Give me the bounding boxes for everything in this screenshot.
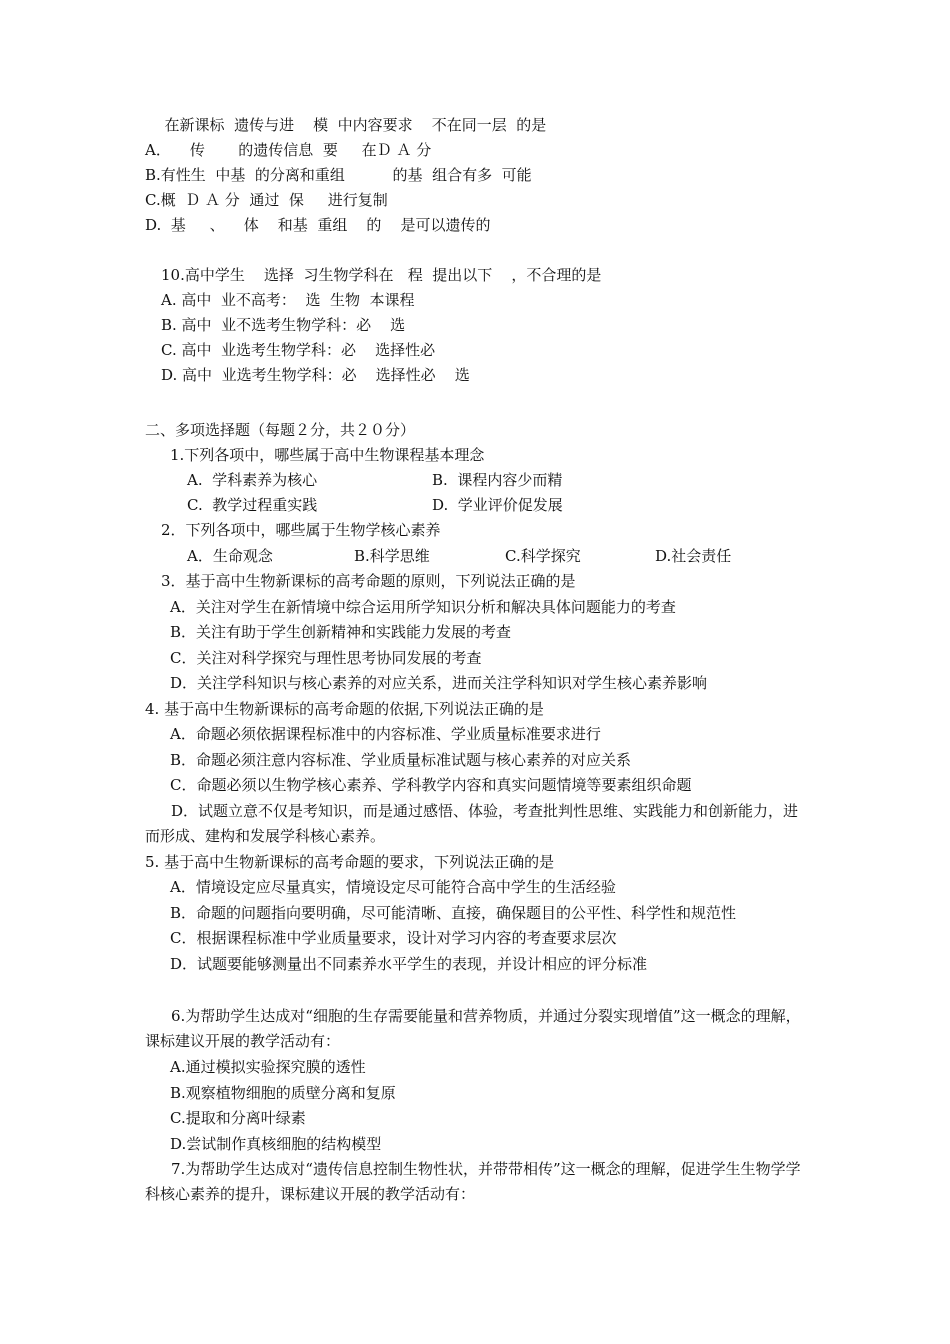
s2-q2-stem: 2．下列各项中，哪些属于生物学核心素养 xyxy=(161,521,441,539)
s2-q6-option-d: D.尝试制作真核细胞的结构模型 xyxy=(170,1135,382,1153)
s2-q6-option-b: B.观察植物细胞的质壁分离和复原 xyxy=(170,1084,396,1102)
s2-q2-option-d: D.社会责任 xyxy=(655,547,732,565)
s2-q5-option-d: D．试题要能够测量出不同素养水平学生的表现，并设计相应的评分标准 xyxy=(170,955,648,973)
s2-q1-stem: 1.下列各项中，哪些属于高中生物课程基本理念 xyxy=(170,446,485,464)
s2-q5-option-b: B．命题的问题指向要明确，尽可能清晰、直接，确保题目的公平性、科学性和规范性 xyxy=(170,904,737,922)
s2-q4-option-d: D．试题立意不仅是考知识，而是通过感悟、体验，考查批判性思维、实践能力和创新能力，进而形成、建构和发展学科核心素养。 xyxy=(145,802,799,845)
q9-option-b: B.有性生 中基 的分离和重组 的基 组合有多 可能 xyxy=(145,166,532,184)
s2-q3-option-a: A．关注对学生在新情境中综合运用所学知识分析和解决具体问题能力的考查 xyxy=(170,598,676,616)
s2-q1-option-a: A. 学科素养为核心 xyxy=(187,471,318,489)
q10-option-d: D. 高中 业选考生物学科：必 选择性必 选 xyxy=(161,366,470,384)
q9-option-a: A． 传 的遗传信息 要 在Ｄ Ａ 分 xyxy=(145,141,432,159)
s2-q3-stem: 3．基于高中生物新课标的高考命题的原则，下列说法正确的是 xyxy=(161,572,576,590)
s2-q5-stem: 5. 基于高中生物新课标的高考命题的要求，下列说法正确的是 xyxy=(145,853,555,871)
s2-q4-stem: 4. 基于高中生物新课标的高考命题的依据,下列说法正确的是 xyxy=(145,700,544,718)
q10-option-c: C. 高中 业选考生物学科：必 选择性必 xyxy=(161,341,436,359)
s2-q6-option-a: A.通过模拟实验探究膜的透性 xyxy=(170,1058,366,1076)
s2-q5-option-a: A．情境设定应尽量真实，情境设定尽可能符合高中学生的生活经验 xyxy=(170,878,616,896)
q9-option-c: C.概 Ｄ Ａ 分 通过 保 进行复制 xyxy=(145,191,388,209)
q9-stem: 在新课标 遗传与进 模 中内容要求 不在同一层 的是 xyxy=(155,116,547,134)
s2-q2-option-b: B.科学思维 xyxy=(354,547,430,565)
s2-q6-option-c: C.提取和分离叶绿素 xyxy=(170,1109,306,1127)
s2-q3-option-d: D．关注学科知识与核心素养的对应关系，进而关注学科知识对学生核心素养影响 xyxy=(170,674,708,692)
s2-q1-option-d: D. 学业评价促发展 xyxy=(432,496,563,514)
s2-q4-option-a: A．命题必须依据课程标准中的内容标准、学业质量标准要求进行 xyxy=(170,725,601,743)
s2-q1-option-c: C. 教学过程重实践 xyxy=(187,496,318,514)
s2-q4-option-c: C．命题必须以生物学核心素养、学科教学内容和真实问题情境等要素组织命题 xyxy=(170,776,692,794)
s2-q6-stem: 6.为帮助学生达成对“细胞的生存需要能量和营养物质，并通过分裂实现增值”这一概念的理解，课标建议开展的教学活动有： xyxy=(145,1007,801,1050)
s2-q2-option-a: A．生命观念 xyxy=(187,547,273,565)
q9-option-d: D. 基 、 体 和基 重组 的 是可以遗传的 xyxy=(145,216,491,234)
s2-q7-stem: 7.为帮助学生达成对“遗传信息控制生物性状，并带带相传”这一概念的理解，促进学生生物学学科核心素养的提升，课标建议开展的教学活动有： xyxy=(145,1160,801,1203)
q10-option-b: B. 高中 业不选考生物学科：必 选 xyxy=(161,316,406,334)
s2-q4-option-b: B．命题必须注意内容标准、学业质量标准试题与核心素养的对应关系 xyxy=(170,751,632,769)
s2-q1-option-b: B. 课程内容少而精 xyxy=(432,471,563,489)
q10-option-a: A. 高中 业不高考： 选 生物 本课程 xyxy=(161,291,415,309)
section-heading: 二、多项选择题（每题２分，共２０分） xyxy=(145,421,416,439)
s2-q3-option-b: B．关注有助于学生创新精神和实践能力发展的考查 xyxy=(170,623,512,641)
q10-stem: 10.高中学生 选择 习生物学科在 程 提出以下 ，不合理的是 xyxy=(161,266,602,284)
s2-q5-option-c: C．根据课程标准中学业质量要求，设计对学习内容的考查要求层次 xyxy=(170,929,617,947)
s2-q2-option-c: C.科学探究 xyxy=(505,547,581,565)
s2-q3-option-c: C．关注对科学探究与理性思考协同发展的考查 xyxy=(170,649,482,667)
